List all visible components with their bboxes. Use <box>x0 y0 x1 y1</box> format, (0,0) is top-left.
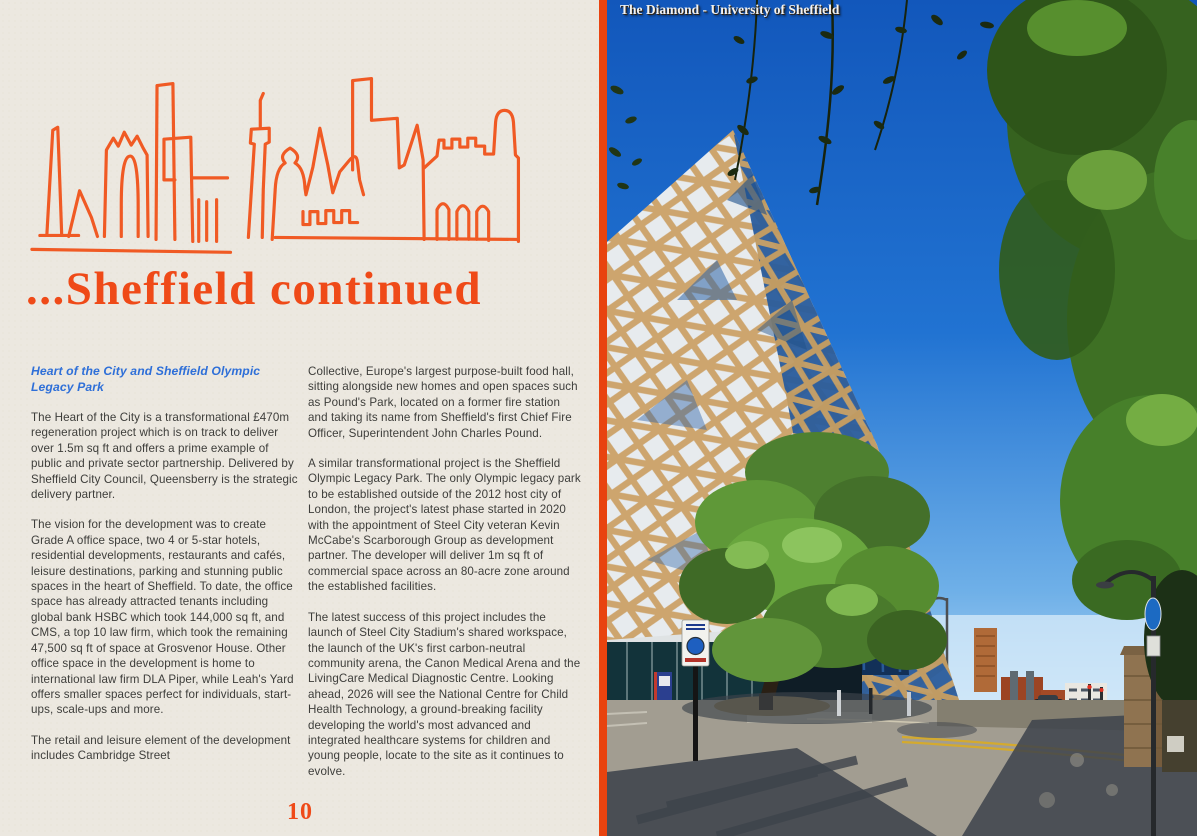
bollard <box>837 690 841 716</box>
page-divider <box>599 0 607 836</box>
paragraph: The retail and leisure element of the development includes Cambridge Street <box>31 733 291 763</box>
page-number: 10 <box>287 799 313 825</box>
paragraph: The Heart of the City is a transformational £470m regeneration project which is on track to deliver over 1.5m sq ft and offers a prime example of public and private sector partnership. Delivered by Sheffield City Council, Queensberry is the strategic delivery partner. <box>31 411 298 502</box>
paragraph: The vision for the development was to create Grade A office space, two 4 or 5-star hotels, residential developments, restaurants and cafés, leisure destinations, parking and stunning public spaces in the heart of Sheffield. To date, the office space has already attracted tenants including global bank HSBC which took 144,000 sq ft, and CMS, a top 10 law firm, which took the remaining 47,500 sq ft of space at Grosvenor House. Other office space in the development is home to international law firm DLA Piper, while Leah's Yard offers smaller spaces perfect for individuals, start-ups, scale-ups and more. <box>31 518 294 717</box>
page-title: ...Sheffield continued <box>26 263 483 315</box>
bollard <box>907 692 911 716</box>
article-column-right <box>308 364 582 794</box>
paragraph: The latest success of this project includes the launch of Steel City Stadium's shared workspace, the launch of the UK's first carbon-neutral community arena, the Canon Medical Arena and the LivingCare Medical Diagnostic Centre. Looking ahead, 2026 will see the National Centre for Child Health Technology, a ground-breaking facility developing the world's most advanced and integrated healthcare systems for children and young people, locate to the site as it continues to evolve. <box>308 610 581 778</box>
photo-caption: The Diamond - University of Sheffield <box>620 2 840 17</box>
article-column-left <box>31 364 299 779</box>
paragraph: Collective, Europe's largest purpose-built food hall, sitting alongside new homes and open spaces such as Pound's Park, located on a former fire station and taking its name from Sheffield's first Chief Fire Officer, Superintendent John Charles Pound. <box>308 365 578 440</box>
photo-illustration <box>607 0 1197 836</box>
paragraph: A similar transformational project is the Sheffield Olympic Legacy Park. The only Olympic legacy park to be established outside of the 2012 host city of London, the project's latest phase started in 2020 with the appointment of Steel City veteran Kevin McCabe's Scarborough Group as development partner. The developer will deliver 1m sq ft of commercial space across an 80-acre zone around the established facilities. <box>308 457 581 594</box>
pedestrian-zone-sign <box>682 620 709 666</box>
sign-pole <box>693 663 698 761</box>
photo-the-diamond <box>607 0 1197 836</box>
article-subheading: Heart of the City and Sheffield Olympic Legacy Park <box>31 364 261 394</box>
bollard <box>869 688 873 714</box>
wall-plaque <box>1167 736 1184 752</box>
sheffield-skyline-sketch <box>22 60 578 260</box>
